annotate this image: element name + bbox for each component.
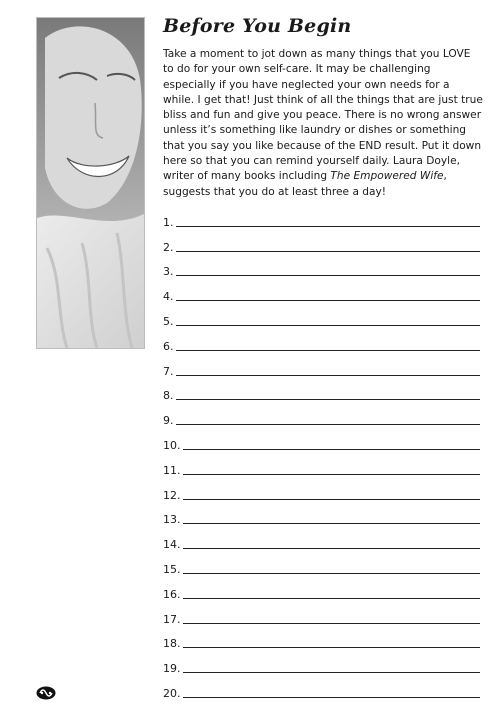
- intro-text-end: , suggests that you do at least three a day!: [163, 170, 447, 198]
- write-in-line[interactable]: [176, 339, 481, 351]
- write-in-line[interactable]: [176, 314, 481, 326]
- page-title: Before You Begin: [163, 15, 352, 37]
- write-in-line[interactable]: [183, 686, 481, 698]
- item-number: 7.: [163, 364, 174, 378]
- write-in-line[interactable]: [176, 413, 481, 425]
- item-number: 20.: [163, 686, 181, 700]
- write-in-line[interactable]: [183, 512, 481, 524]
- item-number: 4.: [163, 290, 174, 304]
- write-in-line[interactable]: [176, 215, 481, 227]
- list-item: [163, 353, 480, 378]
- item-number: 2.: [163, 240, 174, 254]
- item-number: 10.: [163, 438, 181, 452]
- item-number: 18.: [163, 637, 181, 651]
- write-in-line[interactable]: [183, 488, 481, 500]
- write-in-line[interactable]: [183, 438, 481, 450]
- item-number: 6.: [163, 339, 174, 353]
- write-in-line[interactable]: [183, 463, 481, 475]
- item-number: 3.: [163, 265, 174, 279]
- intro-text: Take a moment to jot down as many things that you LOVE to do for your own self-care. It may be challenging especially if you have neglected your own needs for a while. I get that! Just think of all the things that are just true bliss and fun and give you peace. There is no wrong answer unless it’s something like laundry or dishes or something that you say you like because of the END result. Put it down here so that you can remind yourself daily. Laura Doyle, writer of many books including: [163, 48, 483, 183]
- list-item: [163, 601, 480, 626]
- list-item: [163, 576, 480, 601]
- item-number: 12.: [163, 488, 181, 502]
- list-item: [163, 378, 480, 403]
- write-in-line[interactable]: [183, 587, 481, 599]
- write-in-line[interactable]: [176, 364, 481, 376]
- list-item: [163, 551, 480, 576]
- write-in-line[interactable]: [176, 240, 481, 252]
- list-item: [163, 650, 480, 675]
- list-item: [163, 229, 480, 254]
- list-item: [163, 526, 480, 551]
- item-number: 9.: [163, 414, 174, 428]
- item-number: 5.: [163, 314, 174, 328]
- item-number: 1.: [163, 215, 174, 229]
- list-item: [163, 303, 480, 328]
- item-number: 15.: [163, 562, 181, 576]
- write-in-line[interactable]: [176, 264, 481, 276]
- list-item: [163, 452, 480, 477]
- book-title: The Empowered Wife: [330, 170, 444, 183]
- write-in-line[interactable]: [176, 289, 481, 301]
- list-item: [163, 278, 480, 303]
- write-in-line[interactable]: [183, 661, 481, 673]
- item-number: 13.: [163, 513, 181, 527]
- list-item: [163, 328, 480, 353]
- list-item: [163, 254, 480, 279]
- item-number: 8.: [163, 389, 174, 403]
- write-in-line[interactable]: [176, 388, 481, 400]
- list-item: [163, 502, 480, 527]
- self-care-list: [163, 204, 480, 700]
- smiling-woman-photo: [36, 17, 145, 349]
- item-number: 16.: [163, 587, 181, 601]
- list-item: [163, 626, 480, 651]
- item-number: 14.: [163, 538, 181, 552]
- item-number: 11.: [163, 463, 181, 477]
- item-number: 19.: [163, 662, 181, 676]
- list-item: [163, 402, 480, 427]
- list-item: [163, 427, 480, 452]
- intro-paragraph: [163, 47, 483, 200]
- write-in-line[interactable]: [183, 636, 481, 648]
- write-in-line[interactable]: [183, 537, 481, 549]
- list-item: [163, 477, 480, 502]
- write-in-line[interactable]: [183, 562, 481, 574]
- list-item: [163, 204, 480, 229]
- publisher-logo-icon: [36, 685, 56, 699]
- write-in-line[interactable]: [183, 612, 481, 624]
- item-number: 17.: [163, 612, 181, 626]
- list-item: [163, 675, 480, 700]
